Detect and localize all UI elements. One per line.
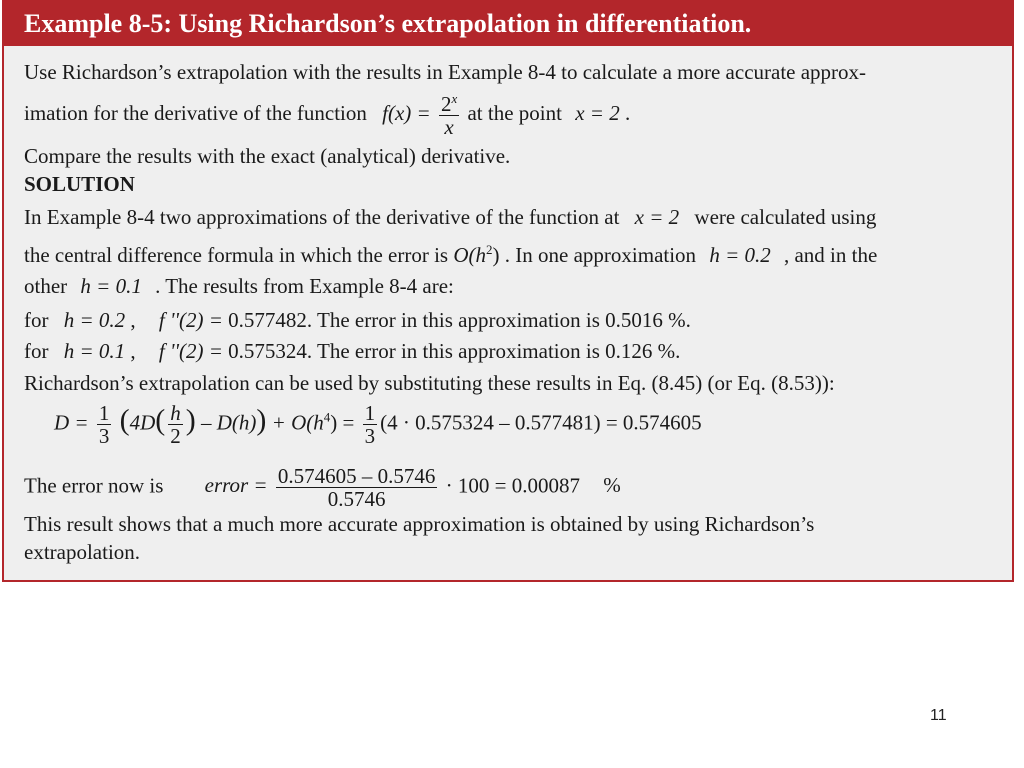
paragraph-line: the central difference formula in which the error is $O(h^2)$ . In one approximation h = 0.2 , and in the bbox=[24, 242, 878, 267]
error-label: error = bbox=[204, 473, 268, 498]
richardson-equation: D = $\frac{1}{3}$ (4D( $\frac{h}{2}$ ) – $D(h)) + O(h^4)$ = $\frac{1}{3}$ (4 · 0.575324 – 0.577481) = 0.574605 bbox=[54, 401, 702, 449]
text: other bbox=[24, 274, 68, 298]
eq-term: – D(h) bbox=[201, 410, 257, 435]
text: , and in the bbox=[783, 243, 878, 267]
paragraph-line bbox=[24, 274, 454, 299]
text: for bbox=[24, 308, 49, 332]
text: . In one approximation bbox=[504, 243, 697, 267]
step-value: h = 0.1 bbox=[80, 274, 142, 298]
result-line bbox=[24, 339, 680, 364]
order-term: O(h bbox=[453, 243, 487, 267]
fraction-denominator: x bbox=[444, 115, 454, 140]
order-term: + O(h bbox=[271, 410, 324, 435]
function-line: imation for the derivative of the function f(x) = $\frac{2^x}{x}$ at the point x = 2 . bbox=[24, 91, 631, 140]
eq-result: (4 · 0.575324 – 0.577481) = 0.574605 bbox=[380, 410, 702, 435]
h-half-fraction bbox=[168, 402, 183, 447]
fraction-numerator: 2 bbox=[440, 92, 452, 116]
one-third-fraction bbox=[97, 402, 112, 447]
eq-term: 4D bbox=[129, 410, 156, 435]
example-box bbox=[2, 0, 1014, 582]
text: the central difference formula in which the error is bbox=[24, 243, 449, 267]
point-value: x = 2 bbox=[575, 100, 620, 125]
function-fraction bbox=[439, 92, 459, 138]
exponent: 4 bbox=[323, 409, 331, 425]
denominator: 2 bbox=[170, 424, 181, 449]
denominator: 3 bbox=[98, 424, 110, 449]
error-result: · 100 = 0.00087 bbox=[445, 473, 580, 498]
denominator: 3 bbox=[364, 424, 376, 449]
text: , bbox=[130, 339, 136, 363]
paragraph-line bbox=[24, 205, 876, 230]
text: at the point bbox=[467, 100, 562, 125]
numerator: 1 bbox=[98, 401, 110, 425]
exponent: x bbox=[451, 91, 458, 106]
numerator: 0.574605 – 0.5746 bbox=[277, 464, 436, 488]
eq-sign: ) = bbox=[330, 410, 355, 435]
numerator: h bbox=[170, 401, 181, 425]
derivative-label: f ''(2) = bbox=[158, 339, 223, 363]
page-number: 11 bbox=[930, 707, 947, 724]
exponent: 2 bbox=[486, 242, 493, 257]
paragraph-line: Richardson’s extrapolation can be used by substituting these results in Eq. (8.45) (or Eq. (8.53)): bbox=[24, 371, 835, 395]
paragraph-line: extrapolation. bbox=[24, 540, 141, 564]
error-line bbox=[24, 465, 621, 510]
paragraph-line: This result shows that a much more accurate approximation is obtained by using Richardson’s bbox=[24, 512, 815, 536]
result-line bbox=[24, 308, 691, 333]
step-value: h = 0.2 bbox=[709, 243, 771, 267]
error-text: . The error in this approximation is 0.5016 %. bbox=[306, 308, 691, 332]
one-third-fraction bbox=[363, 402, 378, 447]
step-value: h = 0.1 bbox=[63, 339, 126, 363]
text: , bbox=[130, 308, 136, 332]
error-text: . The error in this approximation is 0.126 %. bbox=[306, 339, 681, 363]
eq-lhs: D = bbox=[54, 410, 89, 435]
derivative-value: 0.577482 bbox=[228, 308, 307, 332]
step-value: h = 0.2 bbox=[63, 308, 126, 332]
denominator: 0.5746 bbox=[327, 487, 386, 512]
solution-heading: SOLUTION bbox=[24, 172, 135, 196]
text: for bbox=[24, 339, 49, 363]
numerator: 1 bbox=[364, 401, 376, 425]
text: imation for the derivative of the function bbox=[24, 100, 367, 125]
point-value: x = 2 bbox=[634, 205, 680, 229]
derivative-label: f ''(2) = bbox=[158, 308, 223, 332]
error-fraction bbox=[276, 465, 438, 510]
fx-label: f(x) = bbox=[382, 100, 431, 125]
example-title: Example 8-5: Using Richardson’s extrapolation in differentiation. bbox=[4, 2, 1012, 46]
percent-sign: % bbox=[603, 473, 621, 498]
text: In Example 8-4 two approximations of the derivative of the function at bbox=[24, 205, 620, 229]
text: . The results from Example 8-4 are: bbox=[155, 274, 454, 298]
text: were calculated using bbox=[694, 205, 877, 229]
paragraph-line: Use Richardson’s extrapolation with the results in Example 8-4 to calculate a more accurate approx- bbox=[24, 60, 867, 84]
paragraph-line: Compare the results with the exact (analytical) derivative. bbox=[24, 144, 511, 168]
text: The error now is bbox=[24, 473, 164, 498]
derivative-value: 0.575324 bbox=[228, 339, 307, 363]
